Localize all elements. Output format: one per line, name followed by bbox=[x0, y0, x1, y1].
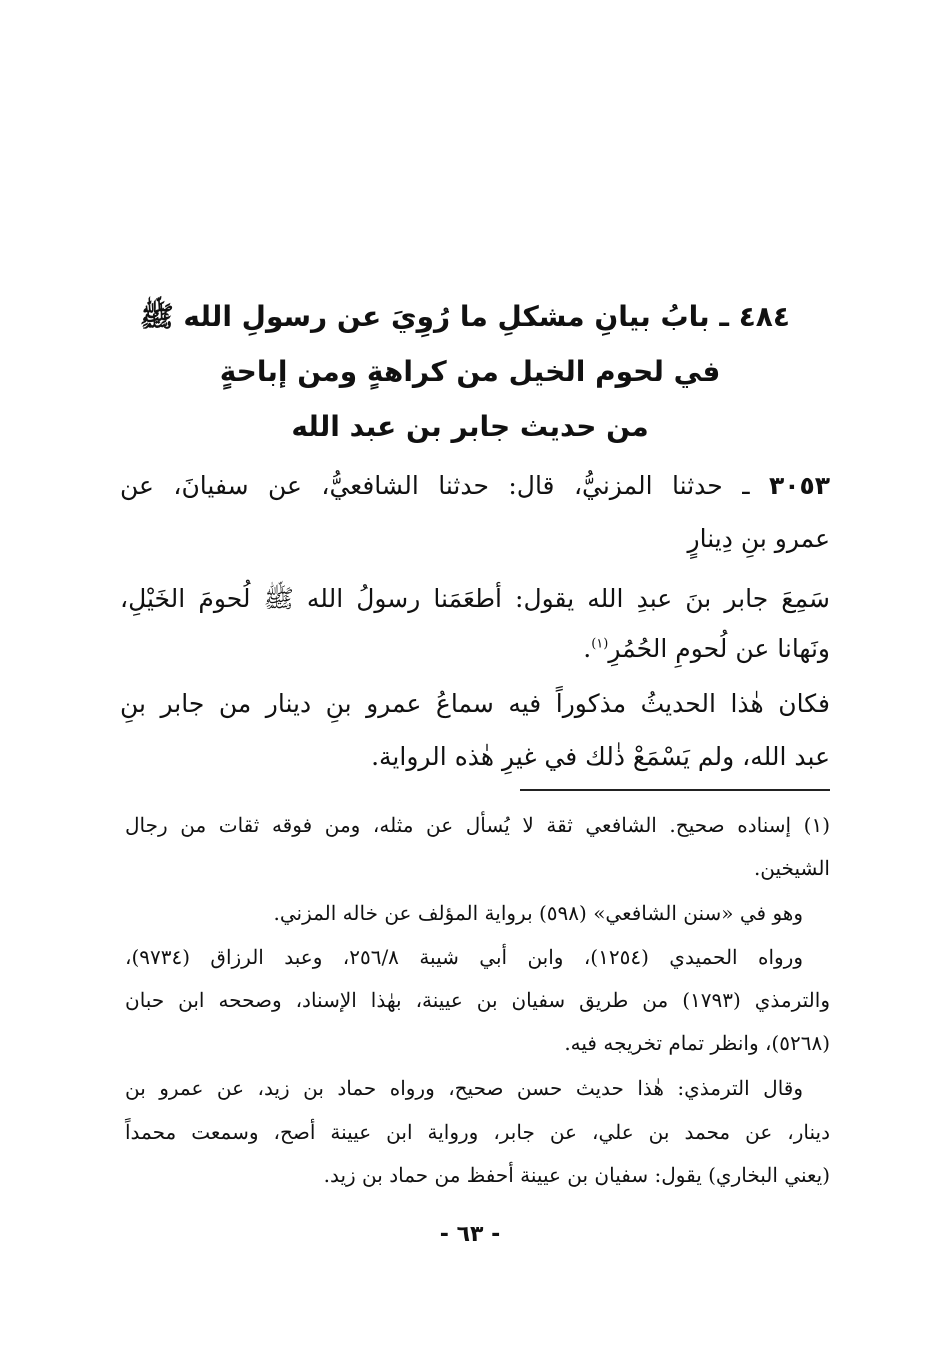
footnote-1-line-2: الشيخين. bbox=[753, 856, 830, 880]
comment-line-1: فكان هٰذا الحديثُ مذكوراً فيه سماعُ عمرو بنِ دينار من جابر بنِ bbox=[120, 689, 830, 718]
footnote-4-line-1: وقال الترمذي: هٰذا حديث حسن صحيح، ورواه حماد بن زيد، عن عمرو بن bbox=[125, 1076, 803, 1100]
page-number: - ٦٣ - bbox=[439, 1222, 501, 1247]
hadith-matn-text: ونَهانا عن لُحومِ الحُمُرِ bbox=[608, 634, 830, 663]
footnote-divider bbox=[520, 789, 830, 791]
hadith-isnad-line-2: عمرو بنِ دِينارٍ bbox=[687, 524, 830, 553]
footnote-2: وهو في «سنن الشافعي» (٥٩٨) برواية المؤلف عن خاله المزني. bbox=[273, 901, 803, 925]
hadith-number: ٣٠٥٣ bbox=[768, 471, 830, 500]
footnote-3-line-3: (٥٢٦٨)، وانظر تمام تخريجه فيه. bbox=[564, 1031, 830, 1055]
footnote-3-line-2: والترمذي (١٧٩٣) من طريق سفيان بن عيينة، بهٰذا الإسناد، وصححه ابن حبان bbox=[125, 988, 830, 1012]
hadith-matn-line-1: سَمِعَ جابر بنَ عبدِ الله يقول: أطعَمَنا رسولُ الله ﷺ لُحومَ الخَيْلِ، bbox=[120, 584, 830, 613]
hadith-isnad-line-1 bbox=[120, 470, 830, 503]
chapter-title-line-2: في لحوم الخيل من كراهةٍ ومن إباحةٍ bbox=[219, 355, 721, 388]
footnote-3-line-1: ورواه الحميدي (١٢٥٤)، وابن أبي شيبة ٢٥٦/٨، وعبد الرزاق (٩٧٣٤)، bbox=[125, 945, 804, 969]
chapter-title-line-3: من حديث جابر بن عبد الله bbox=[291, 410, 649, 443]
footnote-1-line-1: (١) إسناده صحيح. الشافعي ثقة لا يُسأل عن مثله، ومن فوقه ثقات من رجال bbox=[125, 813, 830, 837]
footnote-ref: (١) bbox=[591, 636, 609, 652]
footnote-4-line-3: (يعني البخاري) يقول: سفيان بن عيينة أحفظ من حماد بن زيد. bbox=[323, 1163, 830, 1187]
footnote-4-line-2: دينار، عن محمد بن علي، عن جابر، ورواية ابن عيينة أصح، وسمعت محمداً bbox=[125, 1120, 830, 1144]
chapter-title-line-1: ٤٨٤ ـ بابُ بيانِ مشكلِ ما رُوِيَ عن رسولِ الله ﷺ bbox=[139, 300, 790, 333]
comment-line-2: عبد الله، ولم يَسْمَعْ ذٰلك في غيرِ هٰذه الرواية. bbox=[371, 742, 830, 771]
hadith-isnad-text: ـ حدثنا المزنيُّ، قال: حدثنا الشافعيُّ، عن سفيانَ، عن bbox=[120, 471, 769, 500]
hadith-matn-end: . bbox=[583, 634, 592, 663]
hadith-matn-line-2 bbox=[120, 633, 830, 666]
